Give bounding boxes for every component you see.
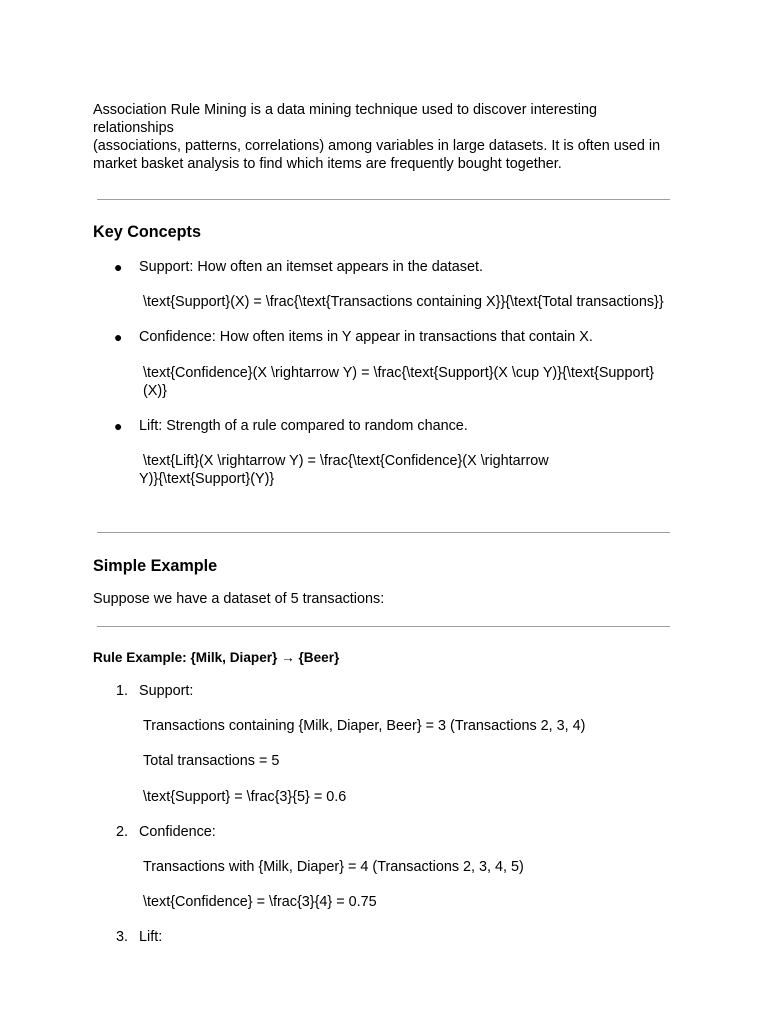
step-line: Transactions containing {Milk, Diaper, Beer} = 3 (Transactions 2, 3, 4) [143,718,586,734]
rule-example-title: Rule Example: {Milk, Diaper} → {Beer} [93,650,340,665]
formula-support: \text{Support}(X) = \frac{\text{Transactions containing X}}{\text{Total transactions}} [143,294,664,310]
bullet-icon: ● [114,418,123,434]
bullet-icon: ● [114,329,123,345]
example-intro: Suppose we have a dataset of 5 transactions: [93,591,385,607]
step-number: 1. [116,683,129,699]
concept-label: Lift: Strength of a rule compared to random chance. [139,418,468,434]
step-number: 3. [116,929,129,945]
formula-lift-line-1: \text{Lift}(X \rightarrow Y) = \frac{\text{Confidence}(X \rightarrow [143,453,549,469]
section-heading-simple-example: Simple Example [93,557,218,575]
step-line: \text{Confidence} = \frac{3}{4} = 0.75 [143,894,377,910]
step-support [93,682,678,806]
step-number: 2. [116,824,129,840]
intro-line-3: market basket analysis to find which items are frequently bought together. [93,156,562,172]
step-line: Transactions with {Milk, Diaper} = 4 (Transactions 2, 3, 4, 5) [143,859,524,875]
formula-lift-line-2: Y)}{\text{Support}(Y)} [139,471,275,487]
divider [97,532,670,533]
section-heading-key-concepts: Key Concepts [93,223,201,241]
list-item-confidence [93,328,678,400]
step-line: Total transactions = 5 [143,753,280,769]
steps-list [93,682,678,946]
key-concepts-list [93,258,678,488]
step-label: Support: [139,683,194,699]
list-item-support [93,258,678,311]
intro-line-1: Association Rule Mining is a data mining technique used to discover interesting relationships [93,102,597,136]
list-item-lift [93,417,678,488]
step-lift [93,928,678,946]
formula-confidence: \text{Confidence}(X \rightarrow Y) = \frac{\text{Support}(X \cup Y)}{\text{Support}(X)} [143,365,655,399]
formula-lift [139,452,678,488]
intro-line-2: (associations, patterns, correlations) among variables in large datasets. It is often used in [93,138,661,154]
intro-paragraph [93,101,678,173]
concept-label: Confidence: How often items in Y appear in transactions that contain X. [139,329,593,345]
divider [97,626,670,627]
concept-label: Support: How often an itemset appears in the dataset. [139,259,483,275]
step-label: Confidence: [139,824,216,840]
bullet-icon: ● [114,259,123,275]
step-confidence [93,823,678,911]
document-page [93,101,678,946]
step-label: Lift: [139,929,163,945]
step-line: \text{Support} = \frac{3}{5} = 0.6 [143,789,347,805]
divider [97,199,670,200]
